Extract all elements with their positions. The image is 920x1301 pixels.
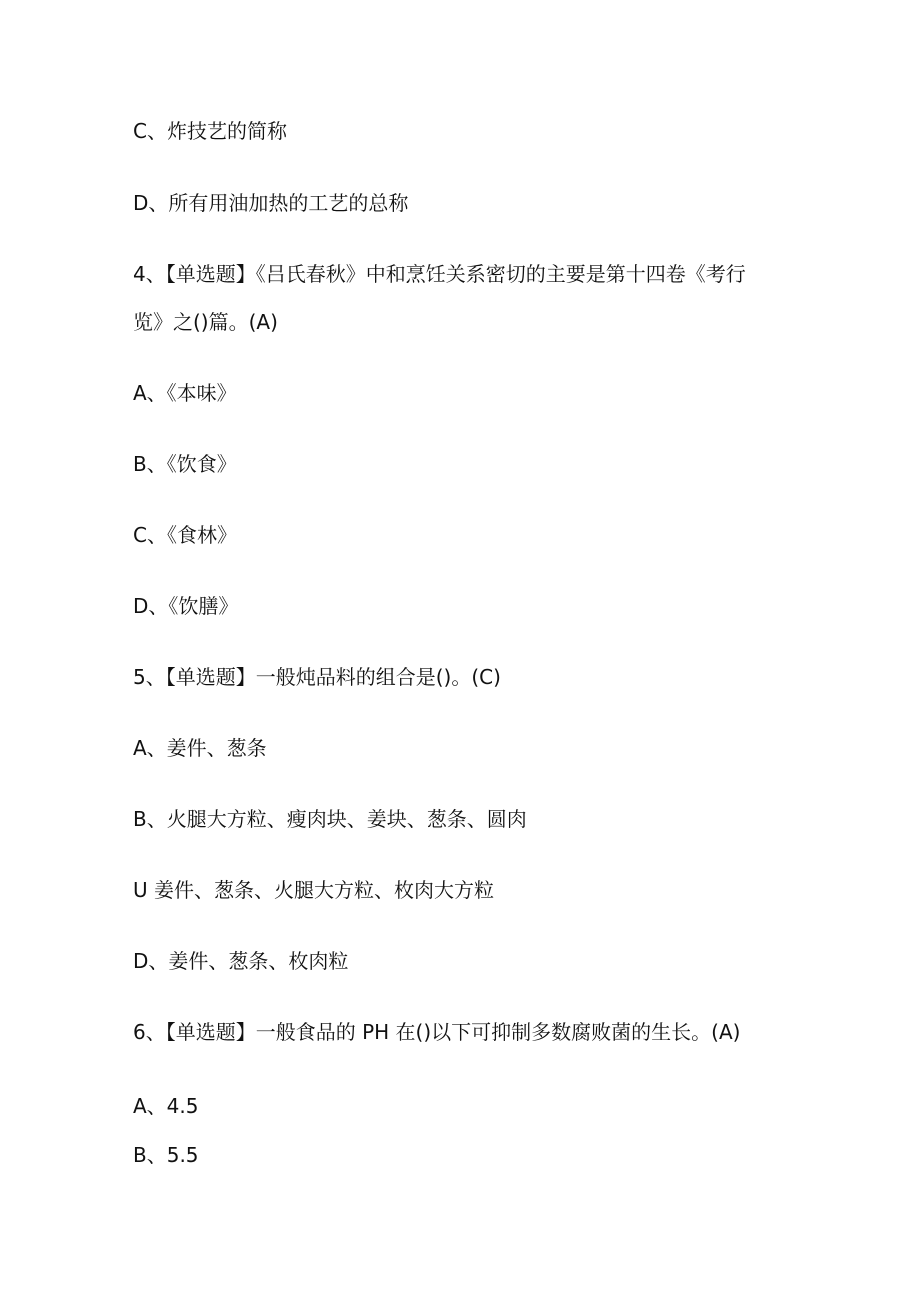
question-4-text-cont: 览》之()篇。(A) — [133, 310, 278, 334]
option-c-q4: C、《食林》 — [133, 523, 237, 547]
option-a-q6: A、4.5 — [133, 1094, 199, 1118]
option-b-q4: B、《饮食》 — [133, 452, 237, 476]
option-b-q6: B、5.5 — [133, 1143, 199, 1167]
question-5-text: 5、【单选题】一般炖品料的组合是()。(C) — [133, 665, 501, 689]
option-d-q4: D、《饮膳》 — [133, 594, 239, 618]
question-4-text: 4、【单选题】《吕氏春秋》中和烹饪关系密切的主要是第十四卷《考行 — [133, 262, 746, 286]
option-a-q4: A、《本味》 — [133, 381, 237, 405]
option-a-q5: A、姜件、葱条 — [133, 736, 267, 760]
option-c-q5: U 姜件、葱条、火腿大方粒、枚肉大方粒 — [133, 878, 494, 902]
option-d-q3: D、所有用油加热的工艺的总称 — [133, 191, 409, 215]
option-d-q5: D、姜件、葱条、枚肉粒 — [133, 949, 349, 973]
option-c-q3: C、炸技艺的简称 — [133, 119, 287, 143]
question-6-text: 6、【单选题】一般食品的 PH 在()以下可抑制多数腐败菌的生长。(A) — [133, 1020, 741, 1044]
option-b-q5: B、火腿大方粒、瘦肉块、姜块、葱条、圆肉 — [133, 807, 527, 831]
